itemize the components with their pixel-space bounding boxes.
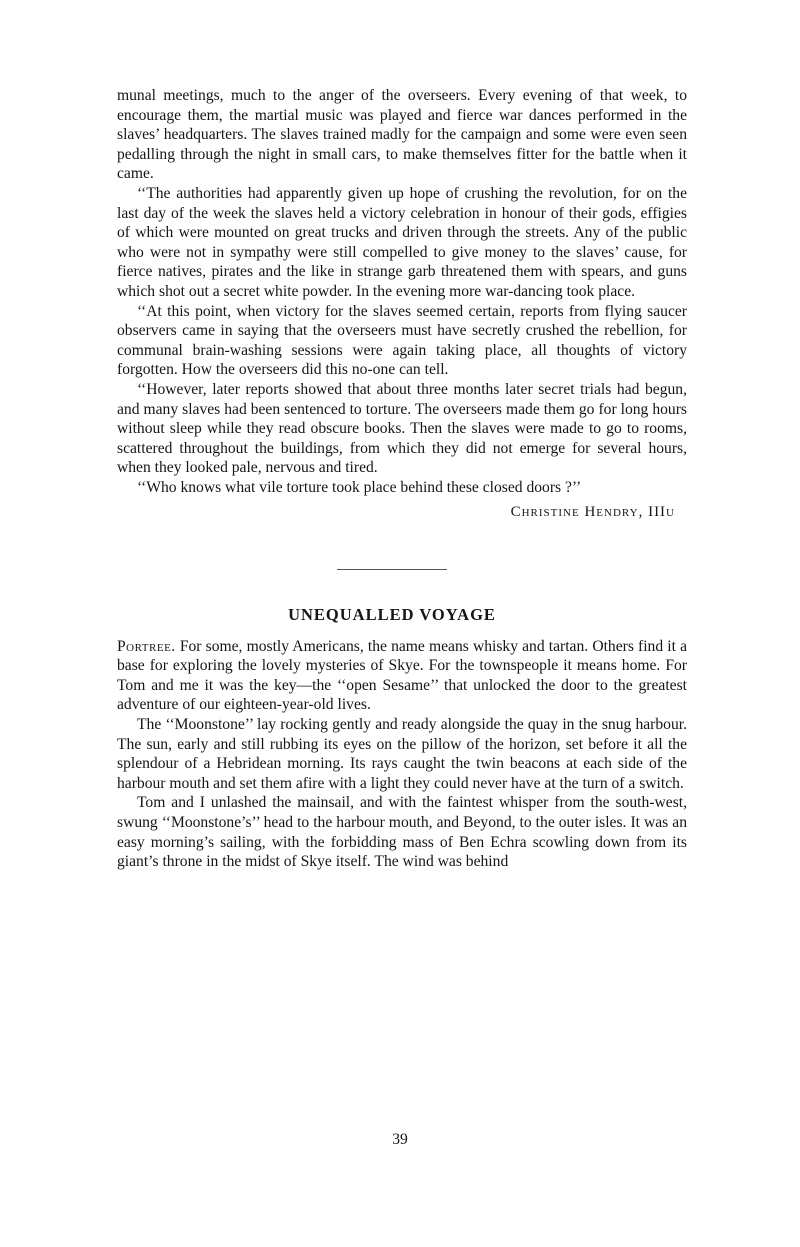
story2-paragraph-2: The ‘‘Moonstone’’ lay rocking gently and ready alongside the quay in the snug harbour. The sun, early and still rubbing its eyes on the pillow of the horizon, set before it all the splendour of a Hebridean morning. Its rays caught the twin beacons at each side of the harbour mouth and set them afire with a light they could never have at the turn of a switch. xyxy=(117,716,687,792)
article-title: UNEQUALLED VOYAGE xyxy=(288,605,496,625)
story2-paragraph-1-text: For some, mostly Americans, the name means whisky and tartan. Others find it a base for exploring the lovely mysteries of Skye. For the townspeople it means home. For Tom and me it was the key—the ‘‘open Sesame’’ that unlocked the door to the greatest adventure of our eighteen-year-old lives. xyxy=(117,637,687,714)
author-byline: Christine Hendry, IIIu xyxy=(510,504,675,521)
page-text-block xyxy=(117,86,687,872)
story1-paragraph-1: munal meetings, much to the anger of the overseers. Every evening of that week, to encourage them, the martial music was played and fierce war dances performed in the slaves’ headquarters. The slaves trained madly for the campaign and some were even seen pedalling through the night in small cars, to make themselves fitter for the battle when it came. xyxy=(117,87,687,183)
story1-paragraph-4: ‘‘However, later reports showed that about three months later secret trials had begun, and many slaves had been sentenced to torture. The overseers made them go for long hours without sleep while they read obscure books. Then the slaves were made to go to rooms, scattered throughout the buildings, from which they did not emerge for several hours, when they looked pale, nervous and tired. xyxy=(117,380,687,477)
story2-paragraph-1 xyxy=(117,637,687,715)
story1-paragraph-5: ‘‘Who knows what vile torture took place behind these closed doors ?’’ xyxy=(137,478,582,496)
story1-paragraph-2: ‘‘The authorities had apparently given up hope of crushing the revolution, for on the last day of the week the slaves held a victory celebration in honour of their gods, effigies of which were mounted on great trucks and driven through the streets. Any of the public who were not in sympathy were still compelled to give money to the slaves’ cause, for fierce natives, pirates and the like in strange garb threatened them with spears, and guns which shot out a secret white powder. In the evening more war-dancing took place. xyxy=(117,184,687,300)
story2-paragraph-3: Tom and I unlashed the mainsail, and with the faintest whisper from the south-west, swung ‘‘Moonstone’s’’ head to the harbour mouth, and Beyond, to the outer isles. It was an easy morning’s sailing, with the forbidding mass of Ben Echra scowling down from its giant’s throne in the midst of Skye itself. The wind was behind xyxy=(117,794,687,871)
dateline-place: Portree. xyxy=(117,637,176,655)
section-divider xyxy=(337,569,447,570)
page-number: 39 xyxy=(392,1131,408,1148)
story1-paragraph-3: ‘‘At this point, when victory for the slaves seemed certain, reports from flying saucer observers came in saying that the overseers must have secretly crushed the rebellion, for communal brain-washing sessions were again taking place, all thoughts of victory forgotten. How the overseers did this no-one can tell. xyxy=(117,302,687,379)
